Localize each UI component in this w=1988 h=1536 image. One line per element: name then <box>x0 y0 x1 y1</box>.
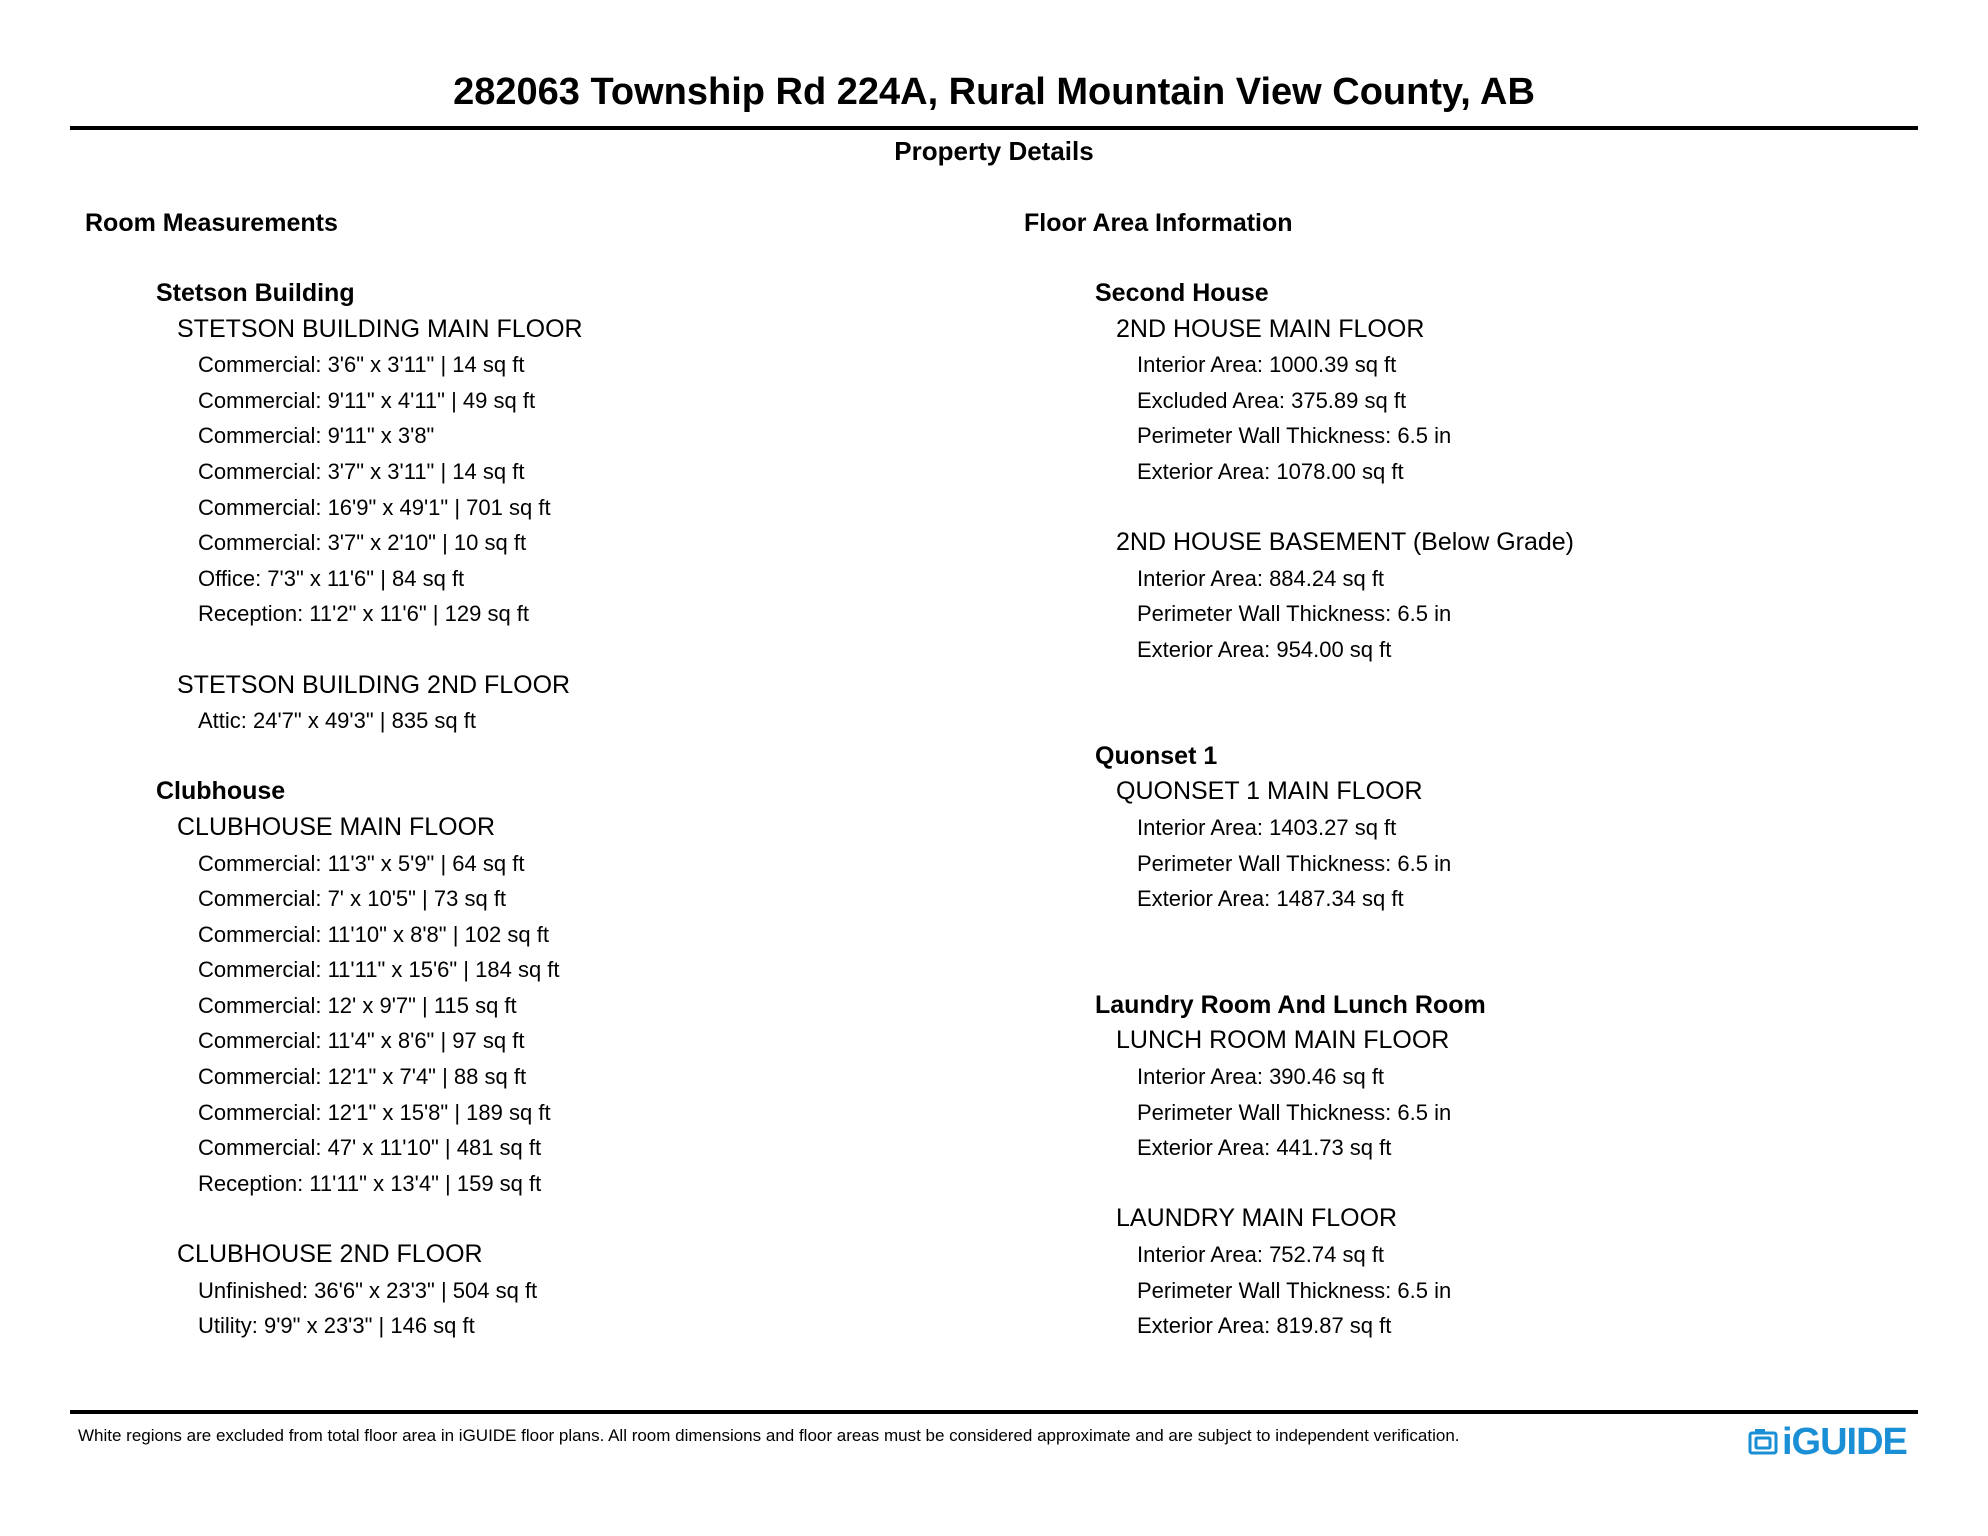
area-item: Perimeter Wall Thickness: 6.5 in <box>1137 850 1452 876</box>
room-item: Office: 7'3" x 11'6" | 84 sq ft <box>198 565 465 591</box>
section-heading: Room Measurements <box>85 209 338 237</box>
room-item: Commercial: 9'11" x 4'11" | 49 sq ft <box>198 387 536 413</box>
room-item: Commercial: 9'11" x 3'8" <box>198 423 435 449</box>
room-item: Commercial: 3'6" x 3'11" | 14 sq ft <box>198 352 525 378</box>
area-item: Exterior Area: 441.73 sq ft <box>1137 1135 1392 1161</box>
floor-name: CLUBHOUSE 2ND FLOOR <box>177 1240 483 1269</box>
building-name: Second House <box>1095 279 1269 307</box>
iguide-camera-icon <box>1748 1427 1778 1457</box>
floor-name: CLUBHOUSE MAIN FLOOR <box>177 812 496 841</box>
iguide-logo <box>1748 1420 1907 1464</box>
area-item: Perimeter Wall Thickness: 6.5 in <box>1137 1277 1452 1303</box>
room-item: Commercial: 3'7" x 3'11" | 14 sq ft <box>198 458 525 484</box>
room-item: Commercial: 11'4" x 8'6" | 97 sq ft <box>198 1028 525 1054</box>
area-item: Exterior Area: 1078.00 sq ft <box>1137 458 1404 484</box>
area-item: Perimeter Wall Thickness: 6.5 in <box>1137 601 1452 627</box>
area-item: Excluded Area: 375.89 sq ft <box>1137 387 1407 413</box>
floor-name: LUNCH ROOM MAIN FLOOR <box>1116 1026 1450 1055</box>
floor-name: STETSON BUILDING MAIN FLOOR <box>177 314 583 343</box>
room-item: Reception: 11'11" x 13'4" | 159 sq ft <box>198 1170 542 1196</box>
floor-name: 2ND HOUSE BASEMENT (Below Grade) <box>1116 528 1574 557</box>
area-item: Interior Area: 752.74 sq ft <box>1137 1242 1385 1268</box>
room-item: Commercial: 7' x 10'5" | 73 sq ft <box>198 886 507 912</box>
floor-name: 2ND HOUSE MAIN FLOOR <box>1116 314 1425 343</box>
floor-name: QUONSET 1 MAIN FLOOR <box>1116 777 1423 806</box>
floor-name: STETSON BUILDING 2ND FLOOR <box>177 670 571 699</box>
building-name: Quonset 1 <box>1095 741 1218 770</box>
title-divider <box>70 126 1918 130</box>
room-item: Utility: 9'9" x 23'3" | 146 sq ft <box>198 1313 475 1339</box>
page-title: 282063 Township Rd 224A, Rural Mountain View County, AB <box>453 71 1535 113</box>
area-item: Exterior Area: 954.00 sq ft <box>1137 636 1392 662</box>
footer-disclaimer: White regions are excluded from total floor area in iGUIDE floor plans. All room dimensions and floor areas must be considered approximate and are subject to independent verification. <box>78 1426 1460 1445</box>
room-item: Commercial: 16'9" x 49'1" | 701 sq ft <box>198 494 551 520</box>
area-item: Interior Area: 884.24 sq ft <box>1137 565 1385 591</box>
building-name: Stetson Building <box>156 279 355 307</box>
section-heading: Floor Area Information <box>1024 209 1293 237</box>
building-name: Clubhouse <box>156 777 286 806</box>
room-item: Commercial: 3'7" x 2'10" | 10 sq ft <box>198 530 527 556</box>
footer-divider <box>70 1410 1918 1414</box>
room-item: Commercial: 12' x 9'7" | 115 sq ft <box>198 992 517 1018</box>
room-item: Commercial: 11'11" x 15'6" | 184 sq ft <box>198 957 560 983</box>
room-item: Reception: 11'2" x 11'6" | 129 sq ft <box>198 601 530 627</box>
floor-area-section <box>1024 205 1574 1344</box>
room-item: Commercial: 12'1" x 7'4" | 88 sq ft <box>198 1064 527 1090</box>
room-item: Commercial: 11'10" x 8'8" | 102 sq ft <box>198 921 549 947</box>
area-item: Exterior Area: 1487.34 sq ft <box>1137 886 1404 912</box>
room-item: Commercial: 47' x 11'10" | 481 sq ft <box>198 1135 542 1161</box>
area-item: Perimeter Wall Thickness: 6.5 in <box>1137 423 1452 449</box>
area-item: Perimeter Wall Thickness: 6.5 in <box>1137 1099 1452 1125</box>
room-item: Unfinished: 36'6" x 23'3" | 504 sq ft <box>198 1277 538 1303</box>
room-item: Commercial: 11'3" x 5'9" | 64 sq ft <box>198 850 525 876</box>
page-subtitle: Property Details <box>894 136 1094 166</box>
room-measurements-section <box>85 205 583 1344</box>
floor-name: LAUNDRY MAIN FLOOR <box>1116 1204 1398 1233</box>
logo-text: iGUIDE <box>1782 1420 1907 1463</box>
room-item: Commercial: 12'1" x 15'8" | 189 sq ft <box>198 1099 551 1125</box>
area-item: Exterior Area: 819.87 sq ft <box>1137 1313 1392 1339</box>
area-item: Interior Area: 390.46 sq ft <box>1137 1064 1385 1090</box>
area-item: Interior Area: 1000.39 sq ft <box>1137 352 1397 378</box>
area-item: Interior Area: 1403.27 sq ft <box>1137 814 1397 840</box>
room-item: Attic: 24'7" x 49'3" | 835 sq ft <box>198 708 476 734</box>
building-name: Laundry Room And Lunch Room <box>1095 990 1486 1019</box>
